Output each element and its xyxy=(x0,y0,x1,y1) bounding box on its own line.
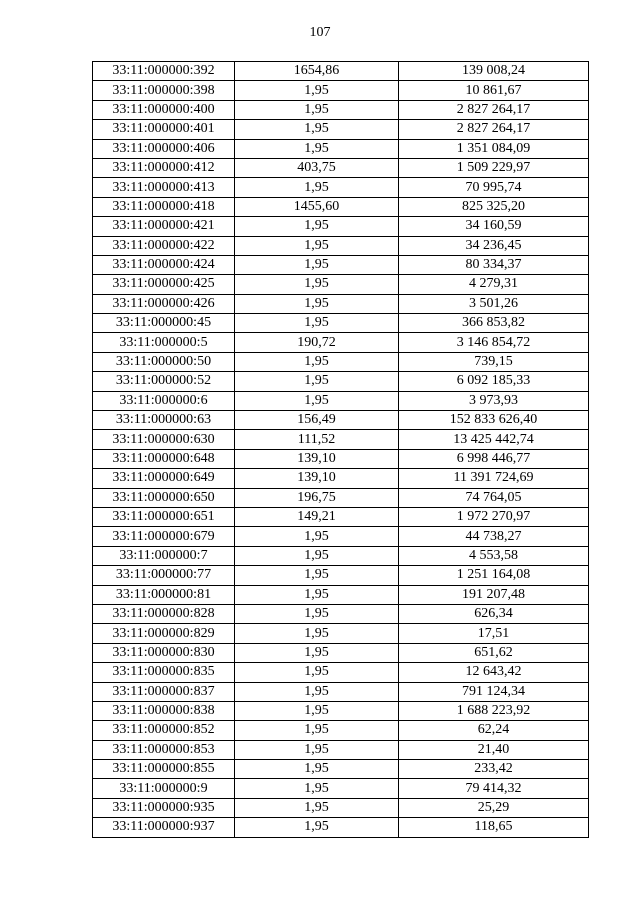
value-cell: 1 509 229,97 xyxy=(399,158,589,177)
table-row xyxy=(93,507,589,526)
cadastral-number-cell: 33:11:000000:679 xyxy=(93,527,235,546)
rate-cell: 1,95 xyxy=(235,372,399,391)
cadastral-number-cell: 33:11:000000:63 xyxy=(93,411,235,430)
value-cell: 366 853,82 xyxy=(399,314,589,333)
rate-cell: 1,95 xyxy=(235,120,399,139)
value-cell: 739,15 xyxy=(399,352,589,371)
cadastral-number-cell: 33:11:000000:422 xyxy=(93,236,235,255)
table-row xyxy=(93,314,589,333)
table-row xyxy=(93,643,589,662)
rate-cell: 1,95 xyxy=(235,391,399,410)
cadastral-number-cell: 33:11:000000:392 xyxy=(93,62,235,81)
rate-cell: 403,75 xyxy=(235,158,399,177)
rate-cell: 196,75 xyxy=(235,488,399,507)
table-row xyxy=(93,255,589,274)
cadastral-number-cell: 33:11:000000:400 xyxy=(93,100,235,119)
rate-cell: 1,95 xyxy=(235,236,399,255)
value-cell: 21,40 xyxy=(399,740,589,759)
table-row xyxy=(93,546,589,565)
value-cell: 152 833 626,40 xyxy=(399,411,589,430)
value-cell: 6 092 185,33 xyxy=(399,372,589,391)
value-cell: 118,65 xyxy=(399,818,589,837)
rate-cell: 1,95 xyxy=(235,721,399,740)
cadastral-number-cell: 33:11:000000:413 xyxy=(93,178,235,197)
cadastral-number-cell: 33:11:000000:6 xyxy=(93,391,235,410)
rate-cell: 1,95 xyxy=(235,352,399,371)
cadastral-number-cell: 33:11:000000:829 xyxy=(93,624,235,643)
value-cell: 2 827 264,17 xyxy=(399,100,589,119)
table-body xyxy=(93,62,589,838)
rate-cell: 111,52 xyxy=(235,430,399,449)
cadastral-number-cell: 33:11:000000:401 xyxy=(93,120,235,139)
cadastral-number-cell: 33:11:000000:650 xyxy=(93,488,235,507)
rate-cell: 1,95 xyxy=(235,779,399,798)
cadastral-number-cell: 33:11:000000:828 xyxy=(93,604,235,623)
table-row xyxy=(93,624,589,643)
cadastral-number-cell: 33:11:000000:50 xyxy=(93,352,235,371)
value-cell: 233,42 xyxy=(399,760,589,779)
value-cell: 79 414,32 xyxy=(399,779,589,798)
rate-cell: 1455,60 xyxy=(235,197,399,216)
cadastral-number-cell: 33:11:000000:937 xyxy=(93,818,235,837)
value-cell: 825 325,20 xyxy=(399,197,589,216)
value-cell: 1 351 084,09 xyxy=(399,139,589,158)
table-row xyxy=(93,372,589,391)
cadastral-number-cell: 33:11:000000:5 xyxy=(93,333,235,352)
cadastral-number-cell: 33:11:000000:630 xyxy=(93,430,235,449)
value-cell: 25,29 xyxy=(399,798,589,817)
table-row xyxy=(93,178,589,197)
table-row xyxy=(93,760,589,779)
rate-cell: 1,95 xyxy=(235,682,399,701)
table-row xyxy=(93,275,589,294)
value-cell: 791 124,34 xyxy=(399,682,589,701)
table-row xyxy=(93,100,589,119)
table-row xyxy=(93,779,589,798)
rate-cell: 1,95 xyxy=(235,701,399,720)
table-row xyxy=(93,430,589,449)
value-cell: 191 207,48 xyxy=(399,585,589,604)
cadastral-number-cell: 33:11:000000:837 xyxy=(93,682,235,701)
rate-cell: 1,95 xyxy=(235,100,399,119)
rate-cell: 1,95 xyxy=(235,217,399,236)
value-cell: 2 827 264,17 xyxy=(399,120,589,139)
page-number: 107 xyxy=(309,25,331,40)
table-row xyxy=(93,682,589,701)
value-cell: 17,51 xyxy=(399,624,589,643)
cadastral-number-cell: 33:11:000000:406 xyxy=(93,139,235,158)
rate-cell: 1,95 xyxy=(235,585,399,604)
rate-cell: 1654,86 xyxy=(235,62,399,81)
value-cell: 4 279,31 xyxy=(399,275,589,294)
value-cell: 62,24 xyxy=(399,721,589,740)
rate-cell: 156,49 xyxy=(235,411,399,430)
value-cell: 1 251 164,08 xyxy=(399,566,589,585)
cadastral-number-cell: 33:11:000000:648 xyxy=(93,449,235,468)
cadastral-number-cell: 33:11:000000:855 xyxy=(93,760,235,779)
value-cell: 1 972 270,97 xyxy=(399,507,589,526)
table-row xyxy=(93,818,589,837)
table-row xyxy=(93,81,589,100)
table-row xyxy=(93,701,589,720)
table-row xyxy=(93,585,589,604)
table-row xyxy=(93,449,589,468)
table-row xyxy=(93,740,589,759)
rate-cell: 1,95 xyxy=(235,566,399,585)
table-row xyxy=(93,294,589,313)
value-cell: 3 501,26 xyxy=(399,294,589,313)
table-row xyxy=(93,527,589,546)
cadastral-number-cell: 33:11:000000:77 xyxy=(93,566,235,585)
table-row xyxy=(93,391,589,410)
cadastral-number-cell: 33:11:000000:9 xyxy=(93,779,235,798)
rate-cell: 1,95 xyxy=(235,760,399,779)
rate-cell: 1,95 xyxy=(235,527,399,546)
cadastral-number-cell: 33:11:000000:935 xyxy=(93,798,235,817)
rate-cell: 1,95 xyxy=(235,663,399,682)
cadastral-number-cell: 33:11:000000:838 xyxy=(93,701,235,720)
table-row xyxy=(93,197,589,216)
rate-cell: 1,95 xyxy=(235,81,399,100)
cadastral-number-cell: 33:11:000000:52 xyxy=(93,372,235,391)
table-row xyxy=(93,139,589,158)
value-cell: 34 236,45 xyxy=(399,236,589,255)
value-cell: 3 146 854,72 xyxy=(399,333,589,352)
table-row xyxy=(93,236,589,255)
value-cell: 34 160,59 xyxy=(399,217,589,236)
rate-cell: 1,95 xyxy=(235,740,399,759)
table-row xyxy=(93,604,589,623)
rate-cell: 1,95 xyxy=(235,139,399,158)
value-cell: 80 334,37 xyxy=(399,255,589,274)
cadastral-number-cell: 33:11:000000:852 xyxy=(93,721,235,740)
cadastral-number-cell: 33:11:000000:424 xyxy=(93,255,235,274)
cadastral-number-cell: 33:11:000000:421 xyxy=(93,217,235,236)
table-row xyxy=(93,158,589,177)
table-row xyxy=(93,62,589,81)
rate-cell: 1,95 xyxy=(235,798,399,817)
rate-cell: 1,95 xyxy=(235,624,399,643)
cadastral-number-cell: 33:11:000000:853 xyxy=(93,740,235,759)
cadastral-number-cell: 33:11:000000:426 xyxy=(93,294,235,313)
table-row xyxy=(93,488,589,507)
cadastral-number-cell: 33:11:000000:835 xyxy=(93,663,235,682)
cadastral-number-cell: 33:11:000000:830 xyxy=(93,643,235,662)
rate-cell: 190,72 xyxy=(235,333,399,352)
table-row xyxy=(93,120,589,139)
cadastral-number-cell: 33:11:000000:45 xyxy=(93,314,235,333)
cadastral-number-cell: 33:11:000000:418 xyxy=(93,197,235,216)
value-cell: 74 764,05 xyxy=(399,488,589,507)
table-row xyxy=(93,663,589,682)
cadastral-number-cell: 33:11:000000:651 xyxy=(93,507,235,526)
rate-cell: 1,95 xyxy=(235,275,399,294)
value-cell: 12 643,42 xyxy=(399,663,589,682)
table-row xyxy=(93,566,589,585)
cadastral-table xyxy=(92,61,589,838)
table-row xyxy=(93,721,589,740)
value-cell: 6 998 446,77 xyxy=(399,449,589,468)
value-cell: 651,62 xyxy=(399,643,589,662)
table-row xyxy=(93,333,589,352)
cadastral-number-cell: 33:11:000000:81 xyxy=(93,585,235,604)
table-row xyxy=(93,469,589,488)
cadastral-number-cell: 33:11:000000:7 xyxy=(93,546,235,565)
rate-cell: 139,10 xyxy=(235,469,399,488)
value-cell: 13 425 442,74 xyxy=(399,430,589,449)
rate-cell: 1,95 xyxy=(235,314,399,333)
cadastral-number-cell: 33:11:000000:398 xyxy=(93,81,235,100)
table-row xyxy=(93,217,589,236)
table-row xyxy=(93,798,589,817)
rate-cell: 1,95 xyxy=(235,546,399,565)
value-cell: 139 008,24 xyxy=(399,62,589,81)
rate-cell: 1,95 xyxy=(235,255,399,274)
rate-cell: 1,95 xyxy=(235,178,399,197)
rate-cell: 149,21 xyxy=(235,507,399,526)
cadastral-number-cell: 33:11:000000:425 xyxy=(93,275,235,294)
rate-cell: 139,10 xyxy=(235,449,399,468)
rate-cell: 1,95 xyxy=(235,294,399,313)
value-cell: 44 738,27 xyxy=(399,527,589,546)
value-cell: 1 688 223,92 xyxy=(399,701,589,720)
rate-cell: 1,95 xyxy=(235,604,399,623)
value-cell: 11 391 724,69 xyxy=(399,469,589,488)
value-cell: 70 995,74 xyxy=(399,178,589,197)
value-cell: 4 553,58 xyxy=(399,546,589,565)
rate-cell: 1,95 xyxy=(235,818,399,837)
rate-cell: 1,95 xyxy=(235,643,399,662)
value-cell: 3 973,93 xyxy=(399,391,589,410)
table-row xyxy=(93,352,589,371)
table-row xyxy=(93,411,589,430)
value-cell: 626,34 xyxy=(399,604,589,623)
cadastral-number-cell: 33:11:000000:649 xyxy=(93,469,235,488)
value-cell: 10 861,67 xyxy=(399,81,589,100)
cadastral-number-cell: 33:11:000000:412 xyxy=(93,158,235,177)
